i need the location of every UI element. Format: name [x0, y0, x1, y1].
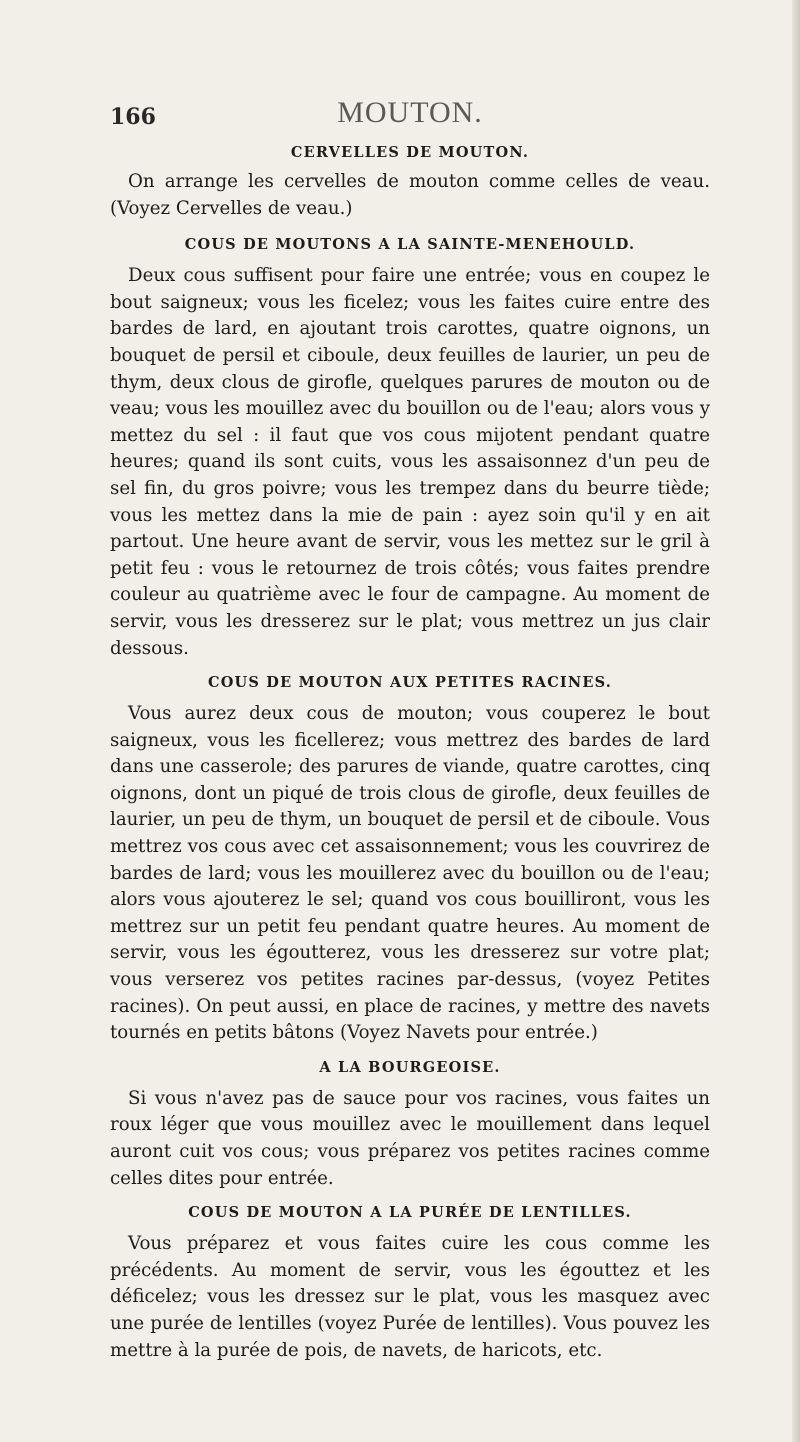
- section-heading-sainte-menehould: COUS DE MOUTONS A LA SAINTE-MENEHOULD.: [184, 236, 636, 254]
- section-text-sainte-menehould: Deux cous suffisent pour faire une entrée; vous en coupez le bout saigneux; vous les ficelez; vous les faites cuire entre des bardes de lard, en ajoutant trois carottes, quatre oignons, un bouquet de persil et ciboule, deux feuilles de laurier, un peu de thym, deux clous de girofle, quelques parures de mouton ou de veau; vous les mouillez avec du bouillon ou de l'eau; alors vous y mettez du sel : il faut que vos cous mijotent pendant quatre heures; quand ils sont cuits, vous les assaisonnez d'un peu de sel fin, du gros poivre; vous les trempez dans du beurre tiède; vous les mettez dans la mie de pain : ayez soin qu'il y en ait partout. Une heure avant de servir, vous les mettez sur le gril à petit feu : vous le retournez de trois côtés; vous faites prendre couleur au quatrième avec le four de campagne. Au moment de servir, vous les dresserez sur le plat; vous mettrez un jus clair dessous.: [110, 265, 710, 659]
- running-head: [110, 92, 710, 140]
- page-number: 166: [110, 104, 156, 130]
- section-heading-cervelles: CERVELLES DE MOUTON.: [290, 144, 530, 161]
- page-edge-shadow: [792, 0, 800, 1442]
- section-heading-petites-racines: COUS DE MOUTON AUX PETITES RACINES.: [207, 674, 613, 692]
- section-text-petites-racines: Vous aurez deux cous de mouton; vous couperez le bout saigneux, vous les ficellerez; vous mettrez des bardes de lard dans une casserole; des parures de viande, quatre carottes, cinq oignons, dont un piqué de trois clous de girofle, deux feuilles de laurier, un peu de thym, un bouquet de persil et de ciboule. Vous mettrez vos cous avec cet assaisonnement; vous les couvrirez de bardes de lard; vous les mouillerez avec du bouillon ou de l'eau; alors vous ajouterez le sel; quand vos cous bouilliront, vous les mettrez sur un petit feu pendant quatre heures. Au moment de servir, vous les égoutterez, vous les dresserez sur votre plat; vous verserez vos petites racines par-dessus, (voyez Petites racines). On peut aussi, en place de racines, y mettre des navets tournés en petits bâtons (Voyez Navets pour entrée.): [110, 703, 710, 1044]
- section-heading-bourgeoise: A LA BOURGEOISE.: [319, 1058, 501, 1076]
- section-text-bourgeoise: Si vous n'avez pas de sauce pour vos racines, vous faites un roux léger que vous mouillez avec le mouillement dans lequel auront cuit vos cous; vous préparez vos petites racines comme celles dites pour entrée.: [110, 1087, 710, 1189]
- section-text-puree-lentilles: Vous préparez et vous faites cuire les cous comme les précédents. Au moment de servir, vous les égouttez et les déficelez; vous les dressez sur le plat, vous les masquez avec une purée de lentilles (voyez Purée de lentilles). Vous pouvez les mettre à la purée de pois, de navets, de haricots, etc.: [110, 1233, 710, 1361]
- running-title: MOUTON.: [337, 96, 483, 129]
- section-heading-puree-lentilles: COUS DE MOUTON A LA PURÉE DE LENTILLES.: [188, 1204, 632, 1222]
- section-text-cervelles: On arrange les cervelles de mouton comme celles de veau. (Voyez Cervelles de veau.): [110, 171, 710, 219]
- book-page: [110, 92, 710, 1364]
